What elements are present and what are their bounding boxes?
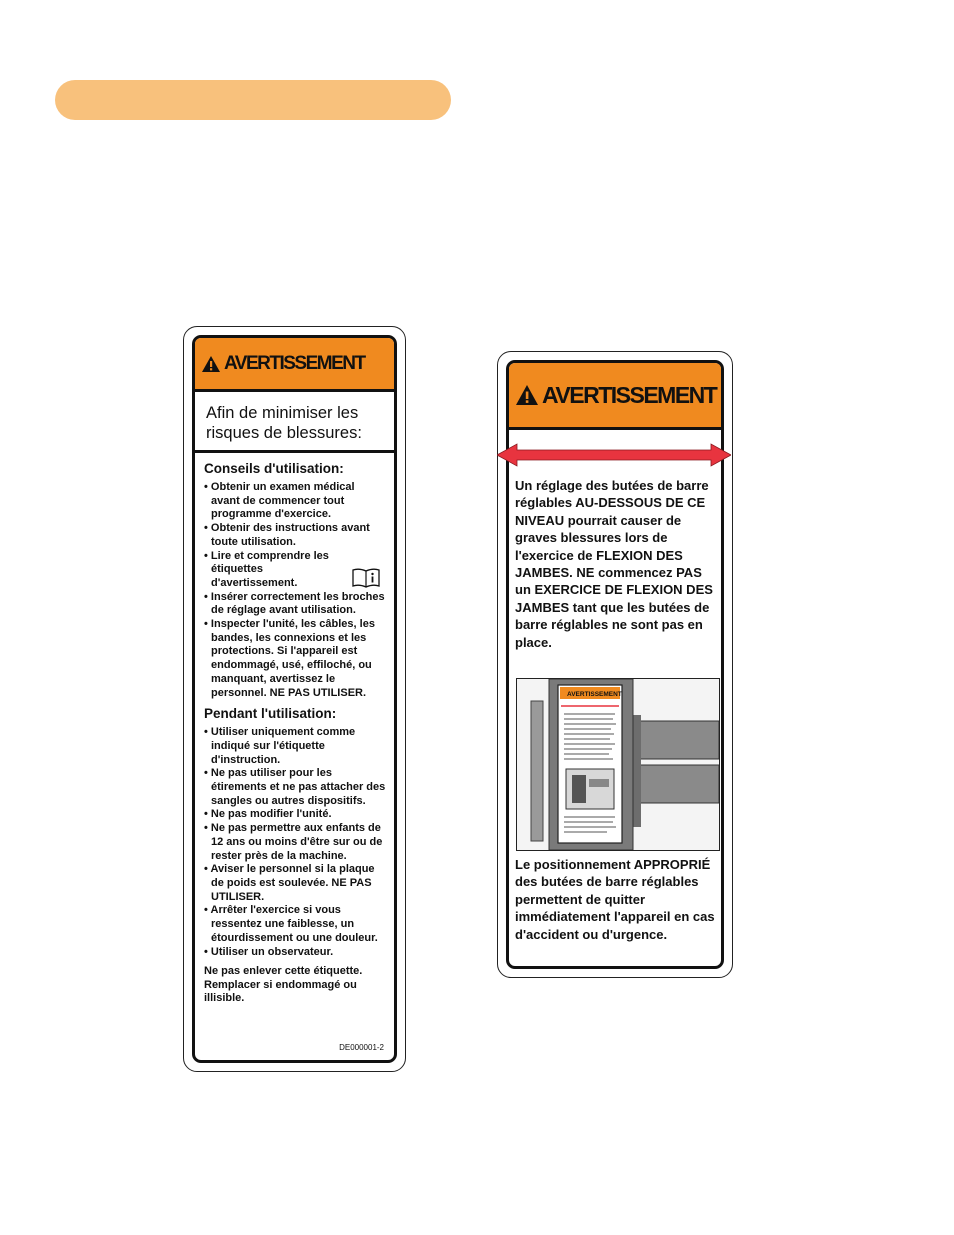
list-item: • Inspecter l'unité, les câbles, les bandes, les connexions et les protections. Si l'appareil est endommagé, usé, effiloché, ou manquant, avertissez le personnel. NE PAS UTILISER. xyxy=(204,618,386,700)
intro-line: risques de blessures: xyxy=(206,424,362,442)
photo-sign-title: AVERTISSEMENT xyxy=(567,691,622,698)
machine-photo xyxy=(516,678,720,851)
warning-header xyxy=(195,338,394,392)
section-title: Pendant l'utilisation: xyxy=(204,706,337,722)
list-item: • Aviser le personnel si la plaque de poids est soulevée. NE PAS UTILISER. xyxy=(204,863,386,904)
intro-text xyxy=(195,392,394,453)
intro-line: Afin de minimiser les xyxy=(206,404,359,422)
list-item: • Lire et comprendre les étiquettes d'avertissement. xyxy=(204,550,386,591)
footer-note: Ne pas enlever cette étiquette. Remplacer si endommagé ou illisible. xyxy=(204,965,363,1005)
list-item: • Insérer correctement les broches de réglage avant utilisation. xyxy=(204,591,386,618)
during-use-list xyxy=(204,726,386,959)
usage-tips-list xyxy=(204,481,386,700)
section-header-bar xyxy=(55,80,451,120)
level-double-arrow-icon xyxy=(497,441,731,469)
warning-header xyxy=(509,363,721,430)
list-item: • Obtenir un examen médical avant de commencer tout programme d'exercice. xyxy=(204,481,386,522)
warning-label-frame xyxy=(192,335,397,1063)
list-item: • Ne pas permettre aux enfants de 12 ans ou moins d'être sur ou de rester près de la machine. xyxy=(204,822,386,863)
proper-positioning-text: Le positionnement APPROPRIÉ des butées de barre réglables permettent de quitter immédiatement l'appareil en cas d'accident ou d'urgence. xyxy=(515,857,715,942)
list-item: • Ne pas modifier l'unité. xyxy=(204,808,386,822)
warning-title: AVERTISSEMENT xyxy=(542,381,717,408)
section-title: Conseils d'utilisation: xyxy=(204,461,344,476)
machine-illustration xyxy=(517,679,719,850)
list-item: • Arrêter l'exercice si vous ressentez une faiblesse, un étourdissement ou une douleur. xyxy=(204,904,386,945)
list-item: • Obtenir des instructions avant toute utilisation. xyxy=(204,522,386,549)
label-code: DE000001-2 xyxy=(339,1043,384,1052)
warning-title: AVERTISSEMENT xyxy=(224,352,365,374)
warning-triangle-icon xyxy=(515,384,539,406)
list-item: • Utiliser uniquement comme indiqué sur l'étiquette d'instruction. xyxy=(204,726,386,767)
label-body xyxy=(195,453,394,1006)
list-item: • Ne pas utiliser pour les étirements et ne pas attacher des sangles ou autres dispositifs. xyxy=(204,767,386,808)
bar-stops-warning-text: Un réglage des butées de barre réglables AU-DESSOUS DE CE NIVEAU pourrait causer de graves blessures lors de l'exercice de FLEXION DES JAMBES. NE commencez PAS un EXERCICE DE FLEXION DES JAMBES tant que les butées de barre réglables ne sont pas en place. xyxy=(515,478,713,650)
manual-book-icon xyxy=(351,567,381,588)
warning-triangle-icon xyxy=(201,355,221,373)
list-item: • Utiliser un observateur. xyxy=(204,946,386,960)
warning-label-usage xyxy=(183,326,406,1072)
